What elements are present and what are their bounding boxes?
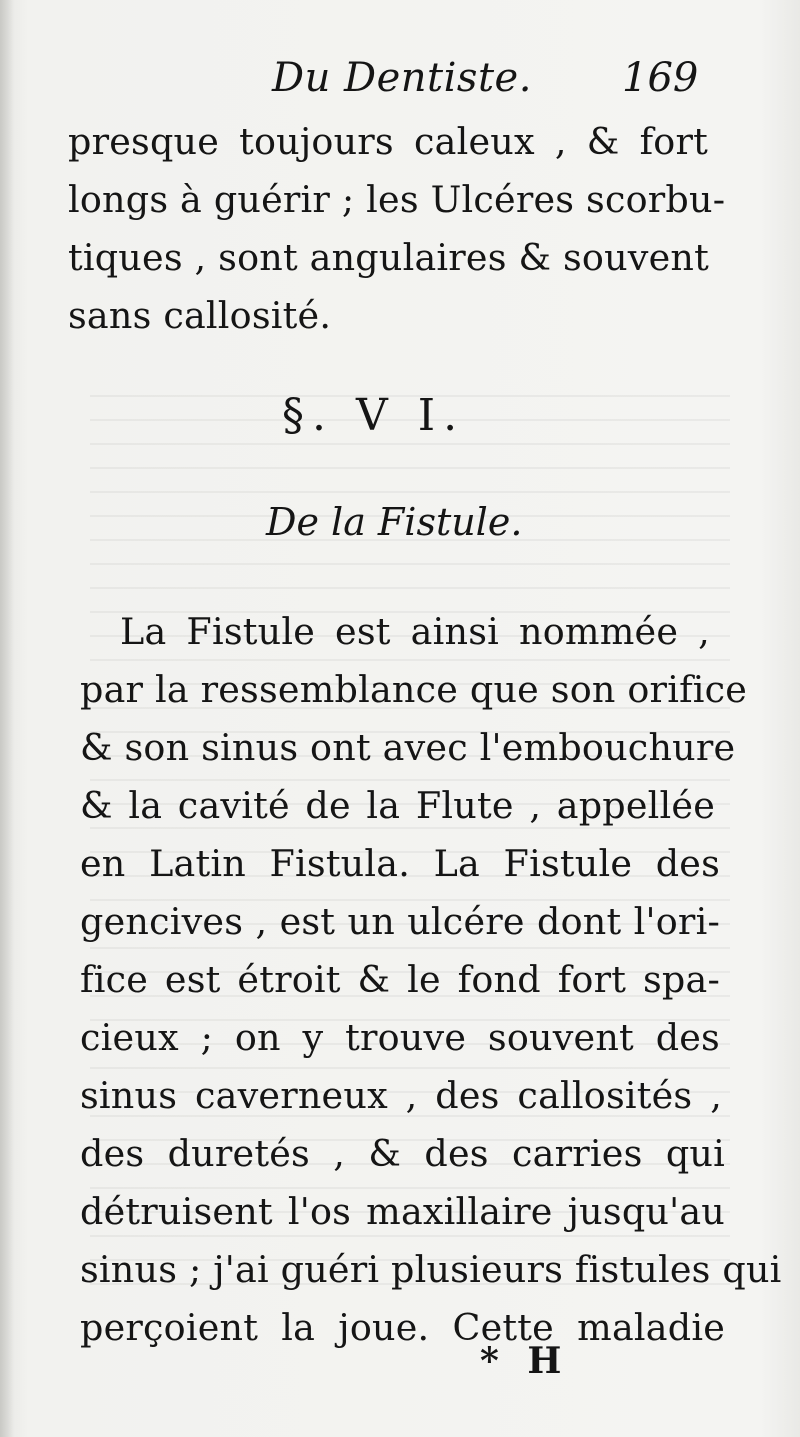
running-title: Du Dentiste.	[272, 55, 532, 101]
text-line: en Latin Fistula. La Fistule des	[80, 842, 720, 885]
text-line: La Fistule est ainsi nommée ,	[120, 610, 710, 653]
text-line: & la cavité de la Flute , appellée	[80, 784, 715, 827]
page-header	[0, 55, 800, 115]
chapter-subheading: De la Fistule.	[266, 500, 523, 544]
signature-mark: * H	[480, 1340, 570, 1382]
text-line: sinus caverneux , des callosités ,	[80, 1074, 722, 1117]
text-line: des duretés , & des carries qui	[80, 1132, 725, 1175]
text-line: presque toujours caleux , & fort	[68, 120, 708, 163]
text-line: perçoient la joue. Cette maladie	[80, 1306, 725, 1349]
section-heading: §. V I.	[282, 390, 466, 441]
text-line: & son sinus ont avec l'embouchure	[80, 726, 736, 769]
text-line: tiques , sont angulaires & souvent	[68, 236, 709, 279]
text-line: sinus ; j'ai guéri plusieurs fistules qui	[80, 1248, 782, 1291]
text-line: sans callosité.	[68, 294, 332, 337]
page-gutter-shadow	[0, 0, 14, 1437]
text-line: cieux ; on y trouve souvent des	[80, 1016, 720, 1059]
page-number: 169	[622, 55, 699, 101]
text-line: par la ressemblance que son orifice	[80, 668, 748, 711]
text-line: gencives , est un ulcére dont l'ori-	[80, 900, 720, 943]
text-line: détruisent l'os maxillaire jusqu'au	[80, 1190, 725, 1233]
text-line: fice est étroit & le fond fort spa-	[80, 958, 720, 1001]
text-line: longs à guérir ; les Ulcéres scorbu-	[68, 178, 726, 221]
